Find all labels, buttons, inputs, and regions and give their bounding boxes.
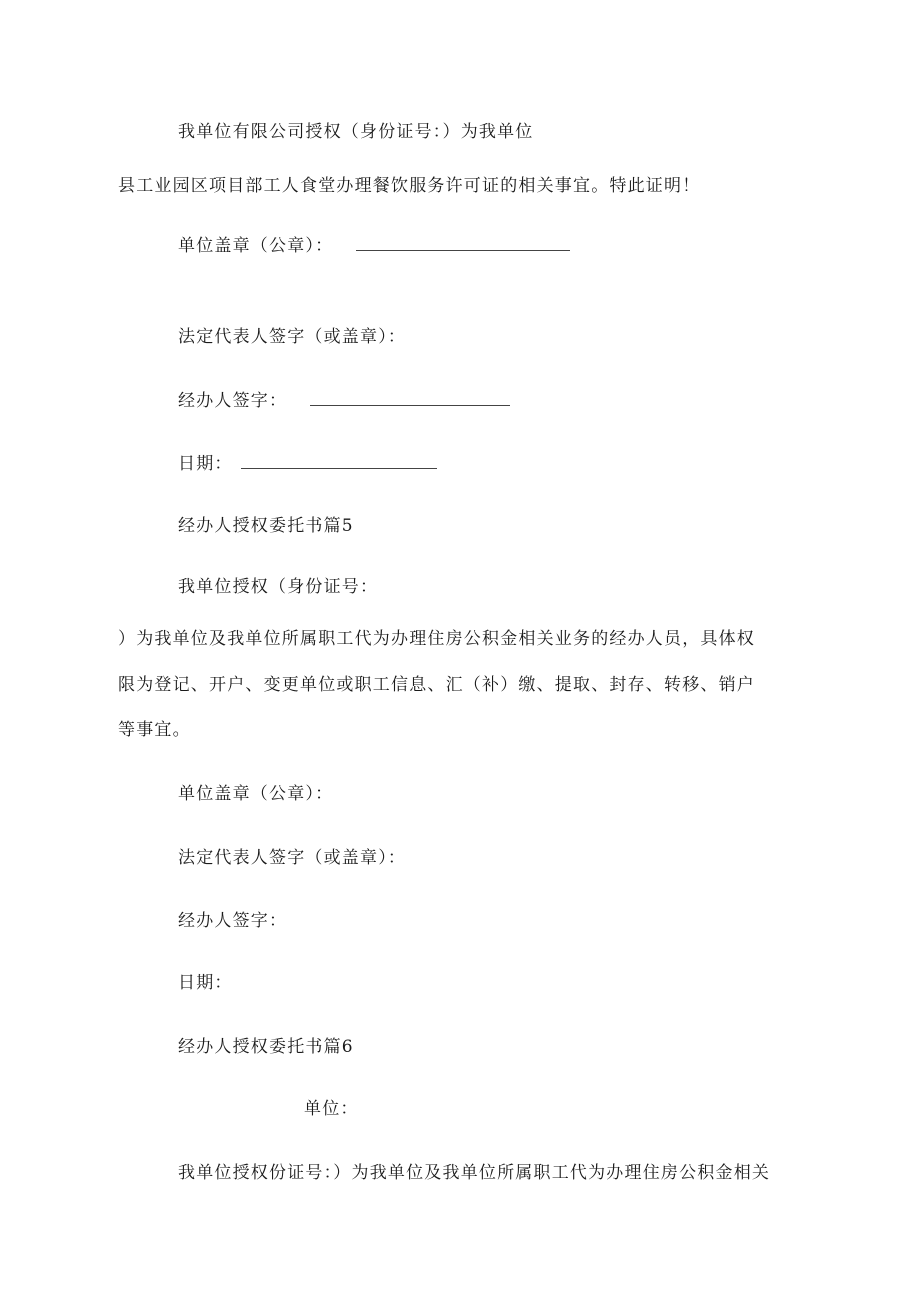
authorization-text-line: 我单位有限公司授权（身份证号：）为我单位 — [178, 122, 534, 142]
date-label: 日期： — [178, 454, 233, 474]
unit-seal-blank[interactable] — [356, 236, 570, 251]
authorization-text-line: 等事宜。 — [118, 720, 191, 740]
unit-seal-label: 单位盖章（公章）： — [178, 236, 334, 256]
section-heading-5: 经办人授权委托书篇5 — [178, 516, 354, 536]
authorization-text-line: ）为我单位及我单位所属职工代为办理住房公积金相关业务的经办人员，具体权 — [118, 629, 755, 649]
agent-signature-label: 经办人签字： — [178, 911, 288, 931]
agent-signature-row — [178, 389, 510, 413]
agent-signature-label: 经办人签字： — [178, 391, 288, 411]
unit-seal-row — [178, 234, 570, 258]
authorization-text-line: 限为登记、开户、变更单位或职工信息、汇（补）缴、提取、封存、转移、销户 — [118, 675, 755, 695]
agent-signature-blank[interactable] — [310, 391, 510, 406]
date-row — [178, 452, 437, 476]
unit-seal-label: 单位盖章（公章）： — [178, 784, 334, 804]
authorization-text-line: 县工业园区项目部工人食堂办理餐饮服务许可证的相关事宜。特此证明！ — [118, 176, 701, 196]
unit-label: 单位： — [304, 1099, 359, 1119]
section-heading-6: 经办人授权委托书篇6 — [178, 1037, 354, 1057]
authorization-text-line: 我单位授权（身份证号： — [178, 577, 379, 597]
legal-rep-signature-label: 法定代表人签字（或盖章）： — [178, 848, 407, 868]
authorization-text-line: 我单位授权份证号：）为我单位及我单位所属职工代为办理住房公积金相关 — [178, 1163, 771, 1183]
date-blank[interactable] — [241, 454, 437, 469]
date-label: 日期： — [178, 973, 233, 993]
legal-rep-signature-label: 法定代表人签字（或盖章）： — [178, 327, 407, 347]
